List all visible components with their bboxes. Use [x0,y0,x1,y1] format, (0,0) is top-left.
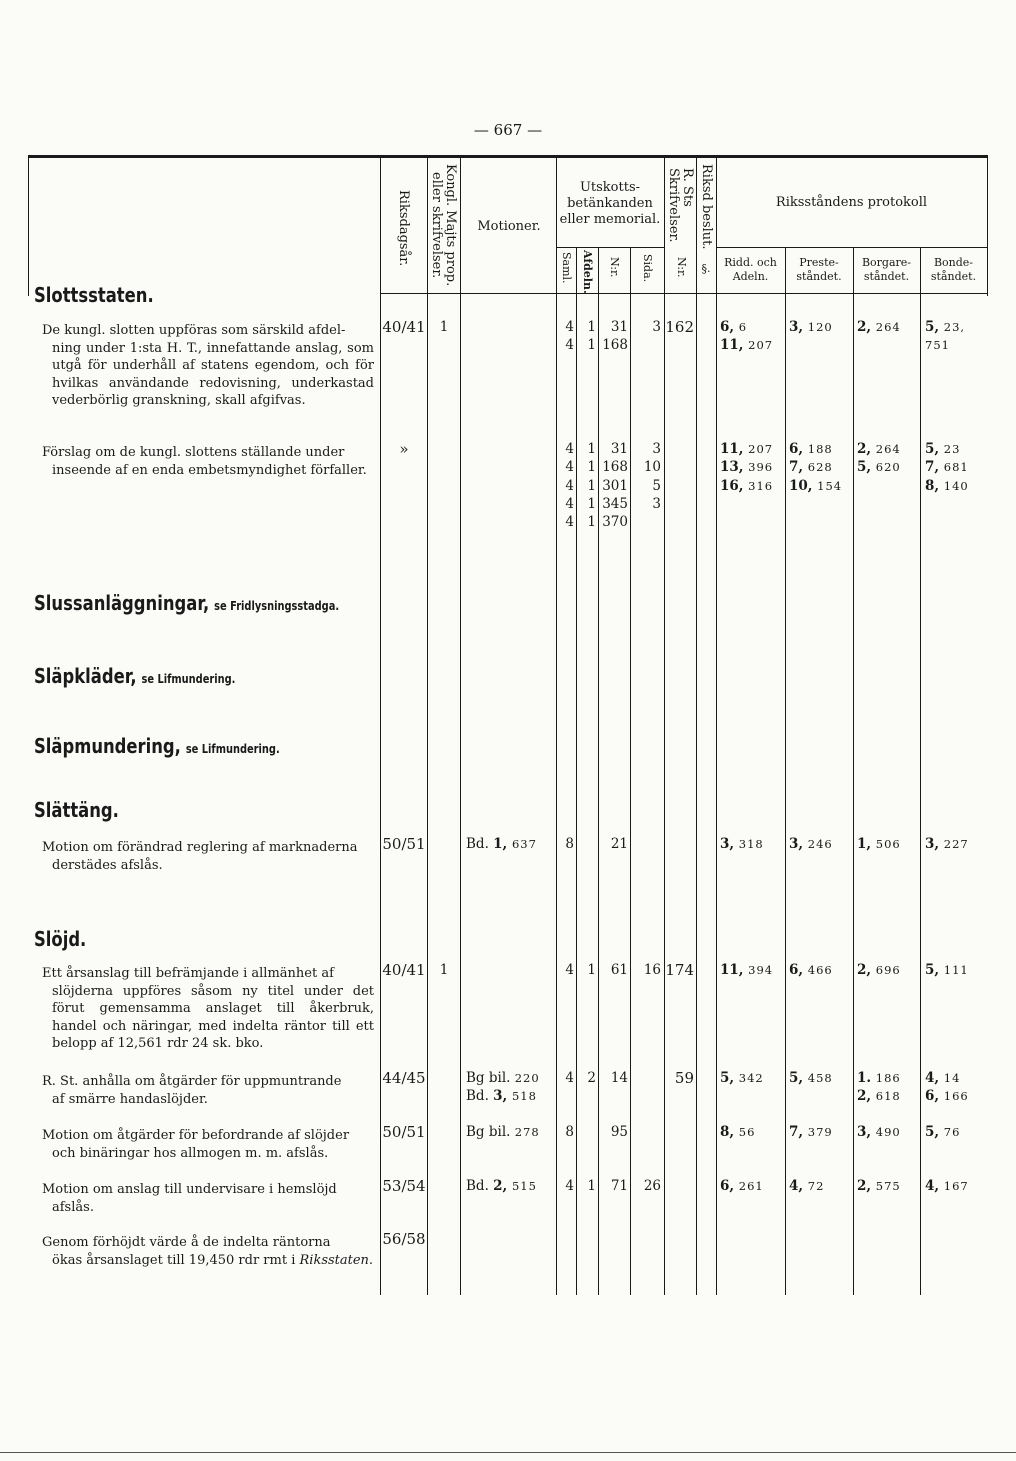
subheader-saml: Saml. [560,252,573,284]
entry-text-continuation: inseende af en enda embetsmyndighet förfaller. [52,462,367,478]
header-kongl-line1: Kongl. Majts prop. [443,164,458,287]
entry-borgare [857,961,901,979]
section-title-text: Slöjd. [34,927,87,951]
subheader-ridd-2: Adeln. [732,270,769,283]
motion-page: 518 [511,1089,537,1104]
entry-text [42,1234,374,1269]
entry-borgare-page: 264 [871,320,901,334]
entry-borgare [857,1177,901,1195]
entry-ridd-page: 318 [734,837,764,851]
entry-skrifvelse-nr: 174 [665,961,694,979]
entry-text-continuation: och binäringar hos allmogen m. m. afslås. [52,1145,329,1161]
entry-borgare-volume: 1. [857,1070,872,1086]
entry-preste-volume: 5, [789,1070,804,1086]
entry-borgare-page: 620 [871,460,901,475]
entry-text-first-line: Motion om åtgärder för befordrande af slöjder [42,1128,350,1143]
section-see-reference: se Fridlysningsstadga. [214,599,340,613]
entry-preste [789,1123,833,1141]
entry-borgare-page: 186 [871,1071,901,1085]
entry-borgare [857,835,901,853]
entry-bonde-volume: 3, [925,836,940,852]
entry-motion [466,835,537,853]
entry-ridd-volume: 16, [720,477,744,494]
entry-year: 53/54 [382,1177,426,1195]
entry-saml: 8 [565,836,574,852]
entry-nr: 95 [610,1124,628,1140]
subheader-ridd-1: Ridd. och [724,256,777,269]
entry-text-continuation: afslås. [52,1199,94,1215]
entry-preste-page: 628 [803,460,833,475]
entry-bonde-volume: 5, [925,441,940,457]
entry-saml: 4 [565,477,574,494]
entry-ridd-volume: 6, [720,1178,735,1194]
entry-preste-volume: 7, [789,1124,804,1140]
entry-bonde [925,1123,960,1141]
subheader-nr: N:r. [608,257,621,278]
entry-preste [789,458,833,476]
entry-text-first-line: Motion om förändrad reglering af marknaderna [42,840,358,855]
entry-sida: 3 [652,319,661,335]
entry-bonde-page: 76 [939,1125,961,1139]
entry-saml: 4 [565,962,574,978]
entry-borgare [857,1069,901,1087]
motion-chamber: Bg [466,1124,489,1140]
section-title-slapmundering [34,734,280,761]
subheader-bonde-1: Bonde- [933,256,974,269]
entry-sida: 5 [652,477,661,494]
entry-preste-volume: 6, [789,441,804,457]
entry-bonde [925,1177,969,1195]
entry-preste-volume: 3, [789,319,804,335]
section-title-text: Slättäng. [34,798,119,822]
entry-ridd-page: 261 [734,1179,764,1193]
entry-bonde-volume: 8, [925,477,940,494]
entry-borgare-page: 506 [871,837,901,851]
entry-preste [789,1177,824,1195]
entry-ridd [720,835,764,853]
entry-text-first-line: De kungl. slotten uppföras som särskild afdel- [42,323,346,338]
entry-borgare-page: 696 [871,963,901,977]
entry-bonde-page: 167 [939,1179,969,1193]
header-rsts-line2: Skrifvelser. [666,168,681,243]
entry-ridd [720,1177,764,1195]
entry-nr: 301 [602,477,628,494]
entry-ridd [720,318,747,336]
section-title-slattang [34,798,119,822]
entry-text-first-line: R. St. anhålla om åtgärder för uppmuntrande [42,1074,342,1089]
entry-preste [789,961,833,979]
entry-text-first-line: Ett årsanslag till befrämjande i allmänhet af [42,966,334,981]
col-rule [987,158,988,296]
entry-sida: 3 [652,495,661,512]
entry-borgare-volume: 2, [857,319,872,335]
entry-ridd-volume: 5, [720,1070,735,1086]
entry-afdeln: 1 [587,1178,596,1194]
entry-preste-page: 154 [812,478,843,493]
motion-page: 220 [514,1071,540,1085]
entry-text-continuation: ökas årsanslaget till 19,450 rdr rmt i Riksstaten. [52,1252,374,1268]
entry-year: 44/45 [382,1069,426,1087]
entry-preste-volume: 4, [789,1178,804,1194]
entry-ridd-page: 56 [734,1125,756,1139]
entry-bonde [925,835,969,853]
entry-borgare-page: 490 [871,1125,901,1139]
entry-borgare-page: 264 [871,442,901,456]
entry-bonde [925,477,969,495]
entry-ridd [720,336,773,354]
col-rule [576,248,577,1295]
entry-borgare [857,440,901,458]
entry-bonde-volume: 7, [925,459,940,476]
entry-saml: 4 [565,1070,574,1086]
entry-nr: 168 [602,337,628,354]
entry-ridd-volume: 3, [720,836,735,852]
top-rule-thick [28,155,988,158]
entry-borgare-volume: 1, [857,836,872,852]
entry-year: 50/51 [382,835,426,853]
entry-ridd-page: 6 [734,320,748,334]
header-protokoll: Riksståndens protokoll [775,195,928,210]
subheader-rsts-nr: N:r. [675,257,688,278]
entry-ridd-volume: 11, [720,962,744,978]
entry-ridd-page: 316 [743,478,774,493]
header-utskotts-1: Utskotts- [579,180,641,195]
bottom-rule [0,1452,1016,1453]
entry-afdeln: 1 [587,319,596,335]
entry-text-continuation: af smärre handaslöjder. [52,1091,208,1107]
subheader-preste-1: Preste- [799,256,839,269]
section-title-slottsstaten [34,283,154,307]
entry-bonde-page: 14 [939,1071,961,1085]
entry-bonde [925,1069,960,1087]
entry-preste-page: 458 [803,1071,833,1085]
motion-page: 515 [511,1179,537,1193]
entry-afdeln: 2 [587,1070,596,1086]
header-riksdagsar: Riksdagsår. [396,190,411,267]
section-title-text: Slussanläggningar, [34,591,210,615]
col-rule [785,248,786,1295]
entry-bonde-volume: 5, [925,962,940,978]
col-rule [696,158,697,1295]
motion-volume: 2, [493,1178,512,1194]
entry-year: » [399,440,409,458]
entry-afdeln: 1 [587,337,596,354]
entry-motion [466,1123,540,1141]
motion-chamber: Bd. [466,1088,494,1105]
subheader-rule [716,247,987,248]
motion-chamber: Bd. [466,1178,494,1194]
entry-ridd [720,477,773,495]
header-utskotts-2: betänkanden [567,196,653,211]
entry-bonde-volume: 5, [925,1124,940,1140]
entry-borgare [857,1087,901,1105]
entry-ridd-volume: 6, [720,319,735,335]
section-title-text: Släpmundering, [34,734,181,758]
header-bottom-rule [381,293,988,294]
entry-nr: 71 [610,1178,628,1194]
entry-nr: 14 [610,1070,628,1086]
entry-afdeln: 1 [587,441,596,457]
entry-text [42,444,374,479]
section-title-slojd [34,927,86,951]
entry-ridd-volume: 13, [720,459,744,476]
header-utskotts-3: eller memorial. [559,212,661,227]
entry-nr: 31 [610,441,628,457]
entry-preste-volume: 7, [789,459,804,476]
entry-year: 56/58 [382,1230,426,1248]
entry-ridd [720,1123,755,1141]
entry-ridd [720,440,773,458]
entry-afdeln: 1 [587,459,596,476]
entry-bonde-volume: 6, [925,1088,940,1105]
entry-text-continuation: derstädes afslås. [52,857,163,873]
motion-volume: bil. [488,1124,515,1140]
entry-borgare-volume: 2, [857,1178,872,1194]
entry-borgare [857,318,901,336]
col-rule [853,248,854,1295]
entry-afdeln: 1 [587,495,596,512]
entry-bonde [925,1087,969,1105]
entry-text-first-line: Förslag om de kungl. slottens ställande under [42,445,345,460]
entry-text [42,839,374,874]
entry-year: 40/41 [382,318,426,336]
entry-ridd-page: 394 [743,963,774,977]
header-kongl-line2: eller skrifvelser. [429,172,444,279]
entry-bonde-page: 681 [939,460,969,475]
entry-afdeln: 1 [587,962,596,978]
entry-borgare-volume: 2, [857,441,872,457]
entry-text [42,1127,374,1162]
entry-afdeln: 1 [587,514,596,531]
header-riksd-beslut: Riksd beslut. [699,164,714,250]
subheader-borgare-1: Borgare- [861,256,912,269]
entry-preste [789,318,833,336]
col-rule [630,248,631,1295]
entry-bonde [925,336,950,354]
section-title-slapklader [34,664,235,691]
entry-bonde-volume: 5, [925,319,940,335]
section-title-slussanlaggningar [34,591,339,618]
entry-sida: 3 [652,441,661,457]
motion-chamber: Bg [466,1070,489,1086]
entry-borgare-page: 618 [871,1089,901,1104]
entry-ridd-volume: 11, [720,337,744,354]
entry-sida: 26 [643,1178,661,1194]
entry-skrifvelse-nr: 59 [674,1069,694,1087]
entry-saml: 8 [565,1124,574,1140]
entry-bonde-page: 23, [939,320,966,334]
subheader-paragraph: §. [701,262,711,275]
entry-bonde-page: 751 [925,338,950,353]
entry-motion [466,1069,540,1087]
entry-prop: 1 [439,962,449,978]
entry-preste [789,1069,833,1087]
header-rsts-line1: R. Sts [680,168,695,207]
entry-preste [789,440,833,458]
entry-nr: 345 [602,495,628,512]
subheader-preste-2: ståndet. [796,270,842,283]
section-see-reference: se Lifmundering. [185,742,280,756]
entry-saml: 4 [565,337,574,354]
entry-year: 50/51 [382,1123,426,1141]
entry-nr: 168 [602,459,628,476]
entry-bonde-volume: 4, [925,1070,940,1086]
entry-borgare-volume: 3, [857,1124,872,1140]
entry-year: 40/41 [382,961,426,979]
header-motioner: Motioner. [477,219,541,234]
entry-motion [466,1177,537,1195]
section-title-text: Slottsstaten. [34,283,154,307]
entry-nr: 370 [602,514,628,531]
entry-saml: 4 [565,441,574,457]
entry-ridd-volume: 11, [720,441,744,457]
entry-text [42,1073,374,1108]
entry-bonde-page: 227 [939,837,969,851]
entry-saml: 4 [565,459,574,476]
entry-text-first-line: Genom förhöjdt värde å de indelta räntorna [42,1235,331,1250]
subheader-sida: Sida. [641,254,654,283]
motion-volume: bil. [488,1070,515,1086]
entry-prop: 1 [439,319,449,335]
entry-nr: 31 [610,319,628,335]
entry-borgare-volume: 2, [857,1088,872,1105]
entry-bonde [925,440,960,458]
entry-ridd-page: 342 [734,1071,764,1085]
entry-motion [466,1087,537,1105]
section-title-text: Släpkläder, [34,664,137,688]
entry-sida: 16 [643,962,661,978]
entry-bonde-page: 23 [939,442,961,456]
entry-preste-page: 379 [803,1125,833,1139]
col-rule [716,158,717,1295]
entry-bonde-page: 140 [939,478,969,493]
entry-ridd-page: 207 [743,442,774,456]
entry-borgare-page: 575 [871,1179,901,1193]
entry-bonde-page: 166 [939,1089,969,1104]
motion-volume: 1, [493,836,512,852]
col-rule [380,158,381,1295]
entry-text [42,965,374,1053]
entry-skrifvelse-nr: 162 [665,318,694,336]
page-number: — 667 — [473,121,543,139]
entry-ridd [720,458,773,476]
entry-text [42,1181,374,1216]
entry-borgare-volume: 5, [857,459,872,476]
entry-preste-volume: 6, [789,962,804,978]
entry-sida: 10 [643,459,661,476]
entry-ridd [720,961,773,979]
motion-volume: 3, [493,1088,512,1105]
entry-bonde-page: 111 [939,963,969,977]
entry-preste-page: 72 [803,1179,825,1193]
entry-preste-page: 188 [803,442,833,456]
italic-term: Riksstaten. [299,1252,374,1268]
entry-text-continuation: slöjderna uppföres såsom ny titel under det förut gemensamma anslaget till åkerbruk, handel och näringar, med indelta räntor till ett belopp af 12,561 rdr 24 sk. bko. [52,983,374,1051]
entry-nr: 61 [610,962,628,978]
entry-bonde [925,318,965,336]
subheader-bonde-2: ståndet. [930,270,977,283]
entry-preste-page: 246 [803,837,833,851]
entry-preste [789,835,833,853]
entry-saml: 4 [565,495,574,512]
entry-text-continuation: ning under 1:sta H. T., innefattande anslag, som utgå för underhåll af statens egendom, och för hvilkas användande redovisning, underkastad vederbörlig granskning, skall afgifvas. [52,340,374,408]
section-see-reference: se Lifmundering. [141,672,236,686]
entry-bonde [925,458,969,476]
entry-saml: 4 [565,319,574,335]
motion-page: 637 [511,837,537,851]
subheader-afdeln: Afdeln. [581,250,594,294]
entry-ridd-page: 396 [743,460,774,475]
motion-chamber: Bd. [466,836,494,852]
subheader-borgare-2: ståndet. [863,270,910,283]
col-rule [28,158,29,296]
entry-borgare [857,458,901,476]
entry-preste-volume: 10, [789,477,813,494]
entry-saml: 4 [565,1178,574,1194]
entry-text-first-line: Motion om anslag till undervisare i hemslöjd [42,1182,337,1197]
entry-preste [789,477,842,495]
entry-ridd-page: 207 [743,338,774,353]
motion-page: 278 [514,1125,540,1139]
col-rule [460,158,461,1295]
entry-preste-volume: 3, [789,836,804,852]
entry-ridd [720,1069,764,1087]
entry-preste-page: 120 [803,320,833,334]
entry-ridd-volume: 8, [720,1124,735,1140]
subheader-rule [556,247,664,248]
entry-borgare-volume: 2, [857,962,872,978]
entry-borgare [857,1123,901,1141]
entry-text [42,322,374,410]
col-rule [920,248,921,1295]
entry-saml: 4 [565,514,574,531]
entry-nr: 21 [610,836,628,852]
entry-preste-page: 466 [803,963,833,977]
entry-bonde [925,961,969,979]
entry-bonde-volume: 4, [925,1178,940,1194]
entry-afdeln: 1 [587,477,596,494]
